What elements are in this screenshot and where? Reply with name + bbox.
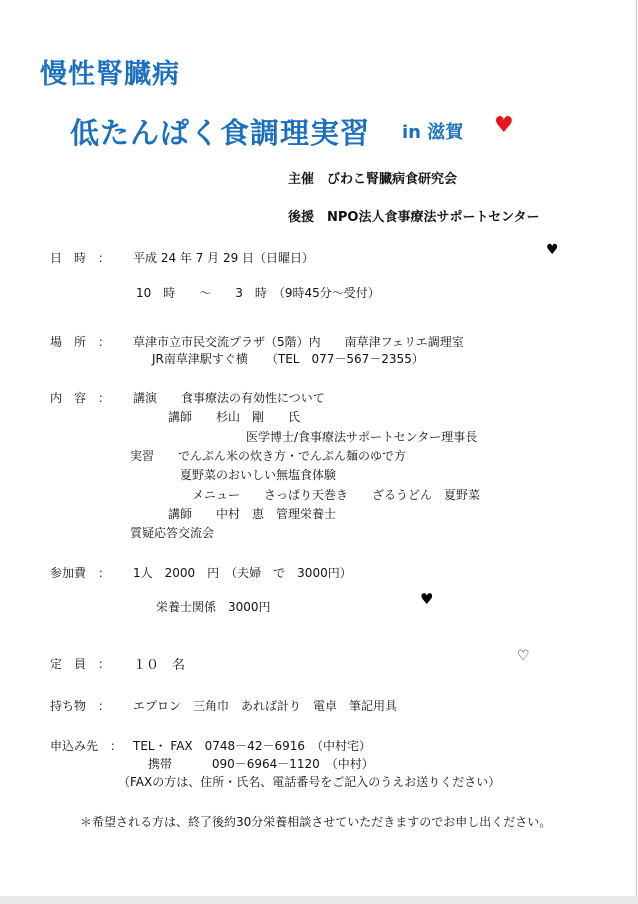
apply-line-2: 携帯 090－6964－1120 （中村） xyxy=(148,757,374,771)
content-lecture: 講演 食事療法の有効性について xyxy=(133,391,325,405)
title-line-1: 慢性腎臓病 xyxy=(40,59,180,90)
apply-label: 申込み先 ： xyxy=(50,739,123,753)
content-lecturer: 講師 杉山 剛 氏 xyxy=(168,410,301,424)
place-line-2: JR南草津駅すぐ横 （TEL 077－567－2355） xyxy=(152,352,424,366)
content-instructor: 講師 中村 恵 管理栄養士 xyxy=(168,507,337,521)
organizer: 主催 びわこ腎臓病食研究会 xyxy=(288,172,458,187)
place-line-1: 草津市立市民交流プラザ（5階）内 南草津フェリエ調理室 xyxy=(133,335,464,349)
closing-note: ＊希望される方は、終了後約30分栄養相談させていただきますのでお申し出ください。 xyxy=(80,815,552,829)
content-qa: 質疑応答交流会 xyxy=(130,526,215,540)
capacity-label: 定 員 ： xyxy=(50,657,111,671)
fee-line-2: 栄養士関係 3000円 xyxy=(156,600,271,614)
date-line-2: 10 時 ～ 3 時 （9時45分～受付） xyxy=(136,286,380,300)
content-practice: 実習 でんぷん米の炊き方・でんぷん麺のゆで方 xyxy=(130,449,407,463)
page-bottom-band xyxy=(0,896,638,904)
content-menu: メニュー さっぱり天巻き ざるうどん 夏野菜 xyxy=(192,488,481,502)
apply-line-1: TEL・ FAX 0748－42－6916 （中村宅） xyxy=(133,739,371,753)
red-heart-icon: ♥ xyxy=(494,113,514,138)
black-heart-icon-2: ♥ xyxy=(420,590,434,608)
title-line-2: 低たんぱく食調理実習 xyxy=(70,116,371,150)
content-label: 内 容 ： xyxy=(50,391,111,405)
supporter: 後援 NPO法人食事療法サポートセンター xyxy=(288,210,540,225)
place-label: 場 所 ： xyxy=(50,335,111,349)
fee-line-1: 1人 2000 円 （夫婦 で 3000円） xyxy=(133,566,352,580)
black-heart-icon: ♥ xyxy=(546,242,559,258)
apply-line-3: （FAXの方は、住所・氏名、電話番号をご記入のうえお送りください） xyxy=(118,775,501,789)
bring-label: 持ち物 ： xyxy=(50,699,111,713)
bring-value: エプロン 三角巾 あれば計り 電卓 筆記用具 xyxy=(133,699,398,713)
content-lecturer-title: 医学博士/食事療法サポートセンター理事長 xyxy=(246,430,478,444)
content-practice-2: 夏野菜のおいしい無塩食体験 xyxy=(180,468,337,482)
date-line-1: 平成 24 年 7 月 29 日（日曜日） xyxy=(133,251,315,265)
title-location-tag: in 滋賀 xyxy=(402,122,464,143)
outline-heart-icon: ♡ xyxy=(517,648,530,664)
capacity-value: １０ 名 xyxy=(133,658,186,673)
fee-label: 参加費 ： xyxy=(50,566,111,580)
date-label: 日 時 ： xyxy=(50,251,111,265)
